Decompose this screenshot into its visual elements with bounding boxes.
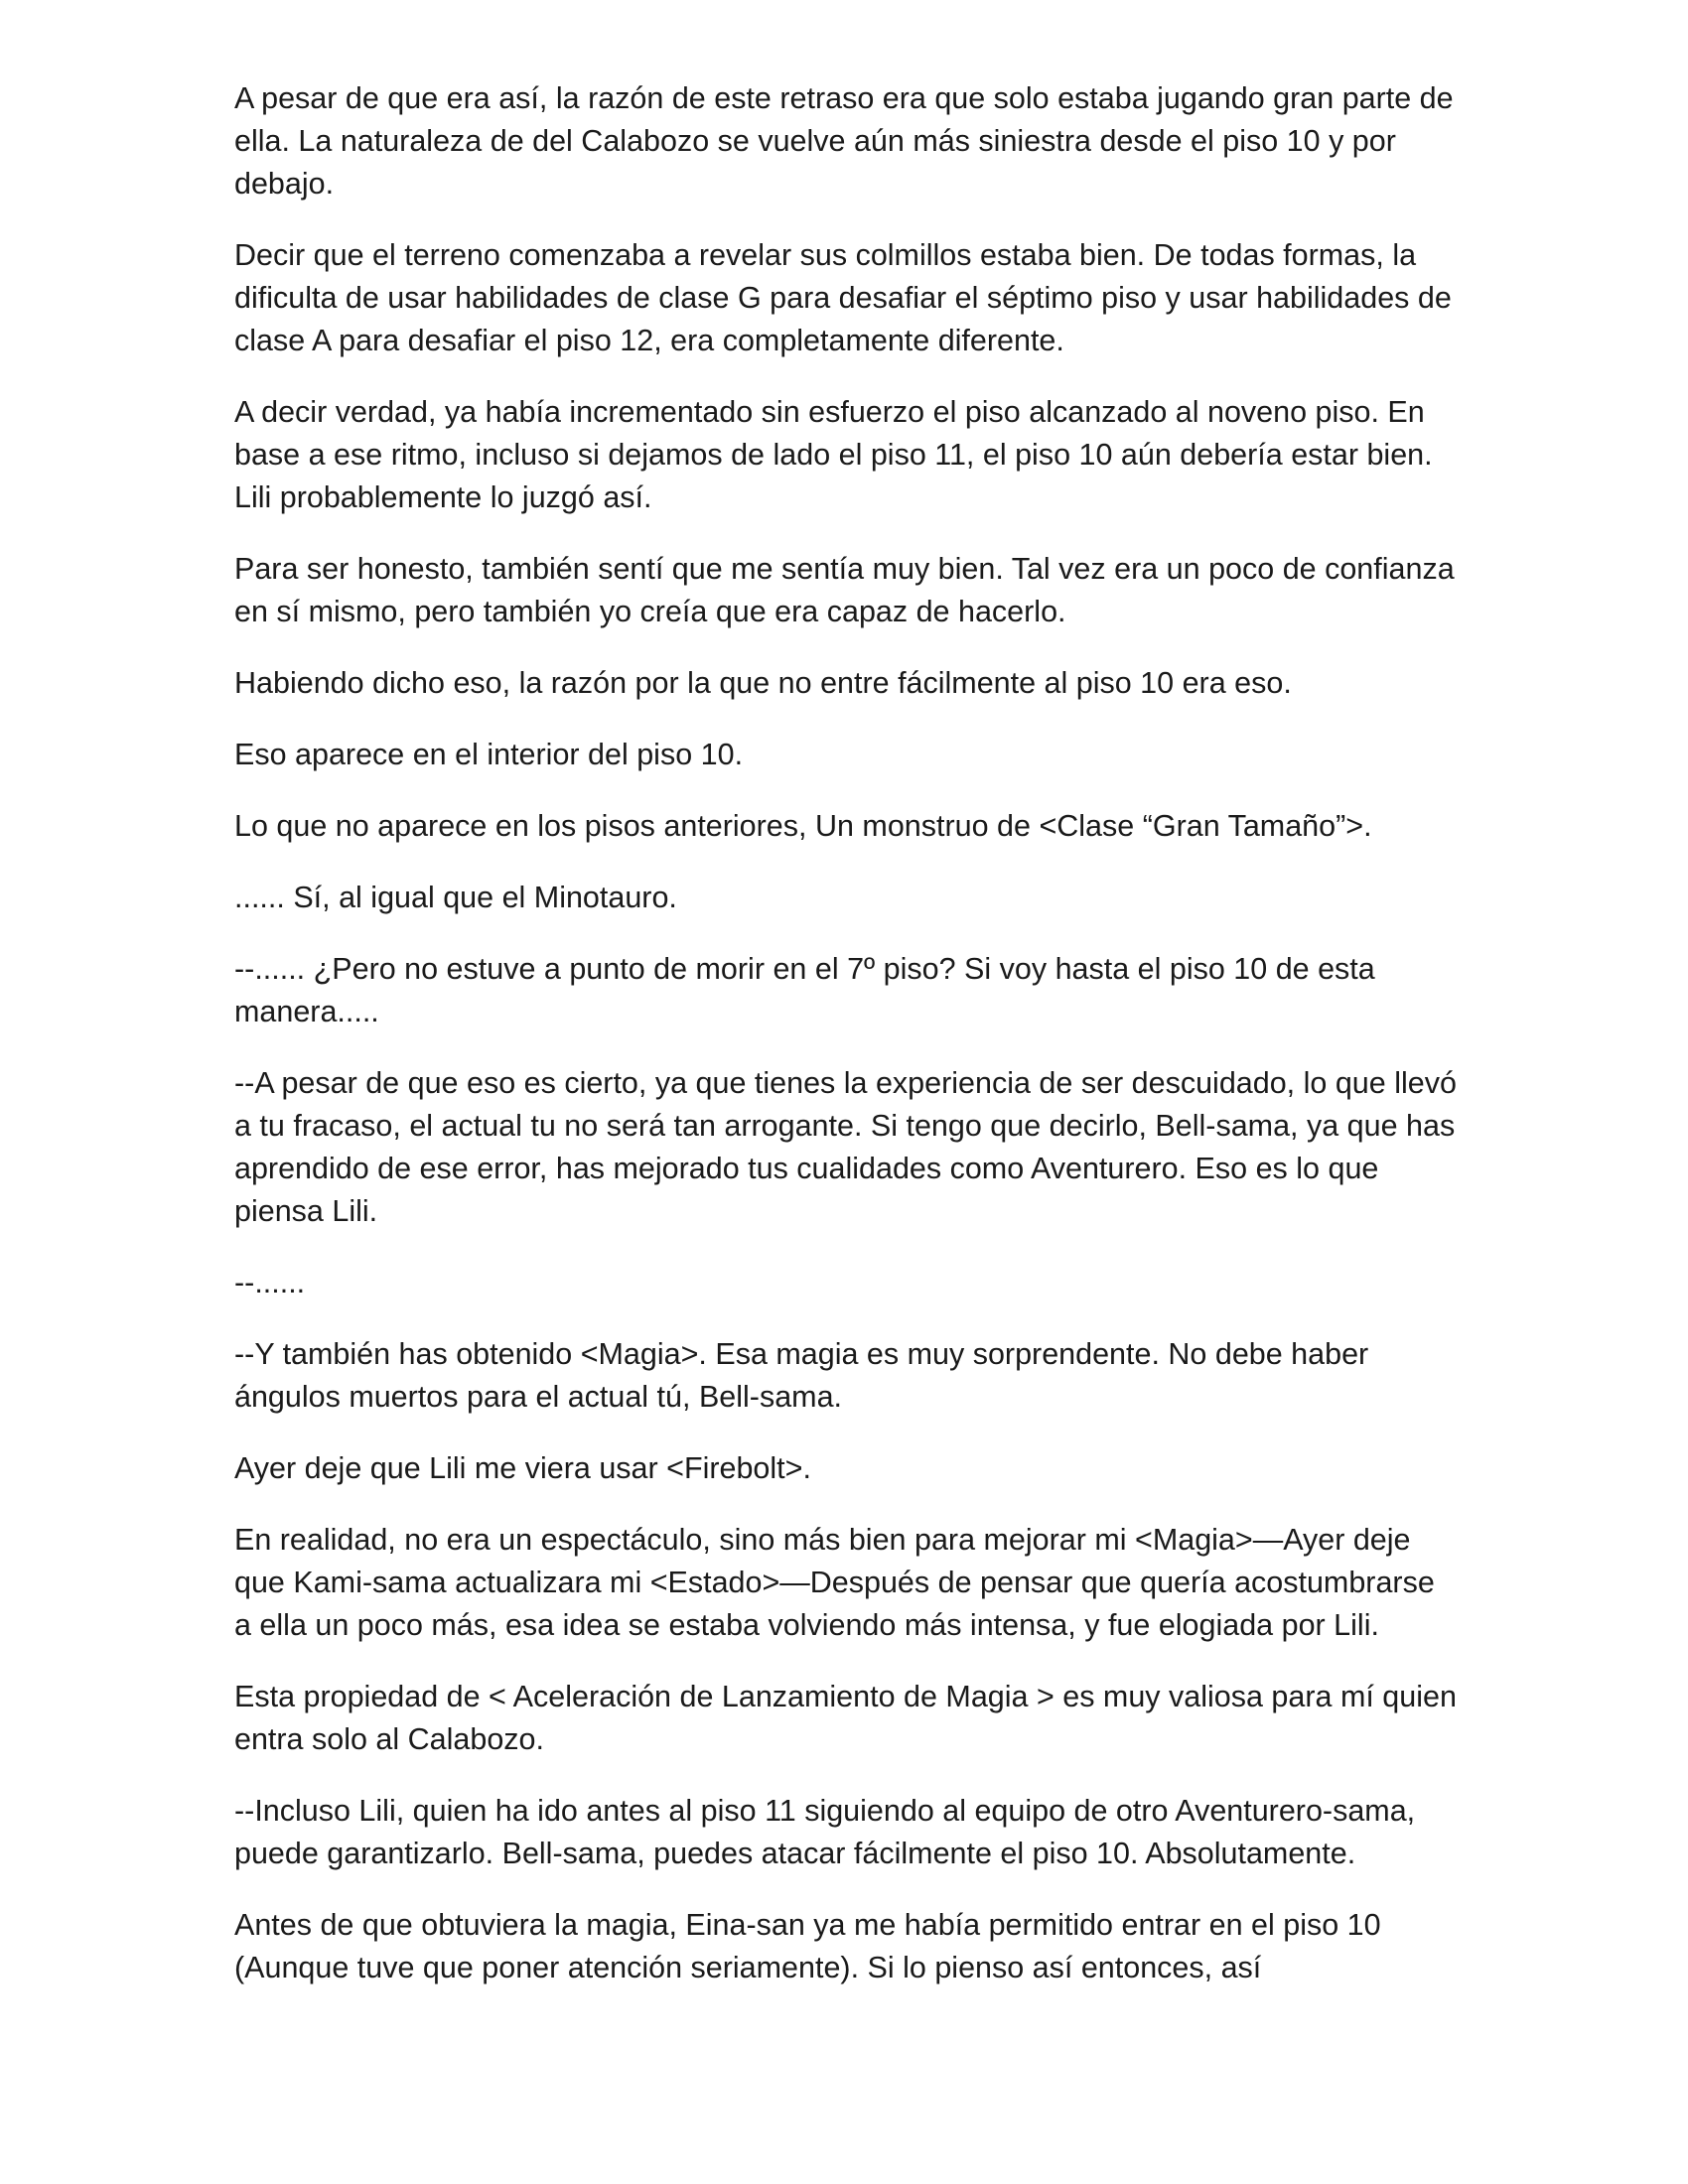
paragraph: --...... ¿Pero no estuve a punto de morir en el 7º piso? Si voy hasta el piso 10 de esta manera..... xyxy=(234,952,1375,1028)
paragraph: A pesar de que era así, la razón de este retraso era que solo estaba jugando gran parte de ella. La naturaleza de del Calabozo se vuelve aún más siniestra desde el piso 10 y por debajo. xyxy=(234,81,1454,201)
paragraph: --Incluso Lili, quien ha ido antes al piso 11 siguiendo al equipo de otro Aventurero-sama, puede garantizarlo. Bell-sama, puedes atacar fácilmente el piso 10. Absolutamente. xyxy=(234,1794,1416,1870)
paragraph: Decir que el terreno comenzaba a revelar sus colmillos estaba bien. De todas formas, la dificulta de usar habilidades de clase G para desafiar el séptimo piso y usar habilidades de clase A para desafiar el piso 12, era completamente diferente. xyxy=(234,238,1452,357)
paragraph: Esta propiedad de < Aceleración de Lanzamiento de Magia > es muy valiosa para mí quien entra solo al Calabozo. xyxy=(234,1680,1457,1756)
body-text xyxy=(234,77,1458,2018)
paragraph: Habiendo dicho eso, la razón por la que no entre fácilmente al piso 10 era eso. xyxy=(234,666,1292,700)
paragraph: Antes de que obtuviera la magia, Eina-san ya me había permitido entrar en el piso 10 (Aunque tuve que poner atención seriamente). Si lo pienso así entonces, así xyxy=(234,1908,1381,1984)
paragraph: --A pesar de que eso es cierto, ya que tienes la experiencia de ser descuidado, lo que llevó a tu fracaso, el actual tu no será tan arrogante. Si tengo que decirlo, Bell-sama, ya que has aprendido de ese error, has mejorado tus cualidades como Aventurero. Eso es lo que piensa Lili. xyxy=(234,1066,1457,1228)
paragraph: En realidad, no era un espectáculo, sino más bien para mejorar mi <Magia>—Ayer deje que Kami-sama actualizara mi <Estado>—Después de pensar que quería acostumbrarse a ella un poco más, esa idea se estaba volviendo más intensa, y fue elogiada por Lili. xyxy=(234,1523,1435,1642)
paragraph: Ayer deje que Lili me viera usar <Firebolt>. xyxy=(234,1451,811,1485)
paragraph: --...... xyxy=(234,1266,306,1299)
paragraph: ...... Sí, al igual que el Minotauro. xyxy=(234,881,677,914)
paragraph: Eso aparece en el interior del piso 10. xyxy=(234,738,744,771)
paragraph: Para ser honesto, también sentí que me sentía muy bien. Tal vez era un poco de confianza en sí mismo, pero también yo creía que era capaz de hacerlo. xyxy=(234,552,1455,628)
paragraph: Lo que no aparece en los pisos anteriores, Un monstruo de <Clase “Gran Tamaño”>. xyxy=(234,809,1372,843)
paragraph: A decir verdad, ya había incrementado sin esfuerzo el piso alcanzado al noveno piso. En base a ese ritmo, incluso si dejamos de lado el piso 11, el piso 10 aún debería estar bien. Lili probablemente lo juzgó así. xyxy=(234,395,1433,514)
paragraph: --Y también has obtenido <Magia>. Esa magia es muy sorprendente. No debe haber ángulos muertos para el actual tú, Bell-sama. xyxy=(234,1337,1369,1414)
